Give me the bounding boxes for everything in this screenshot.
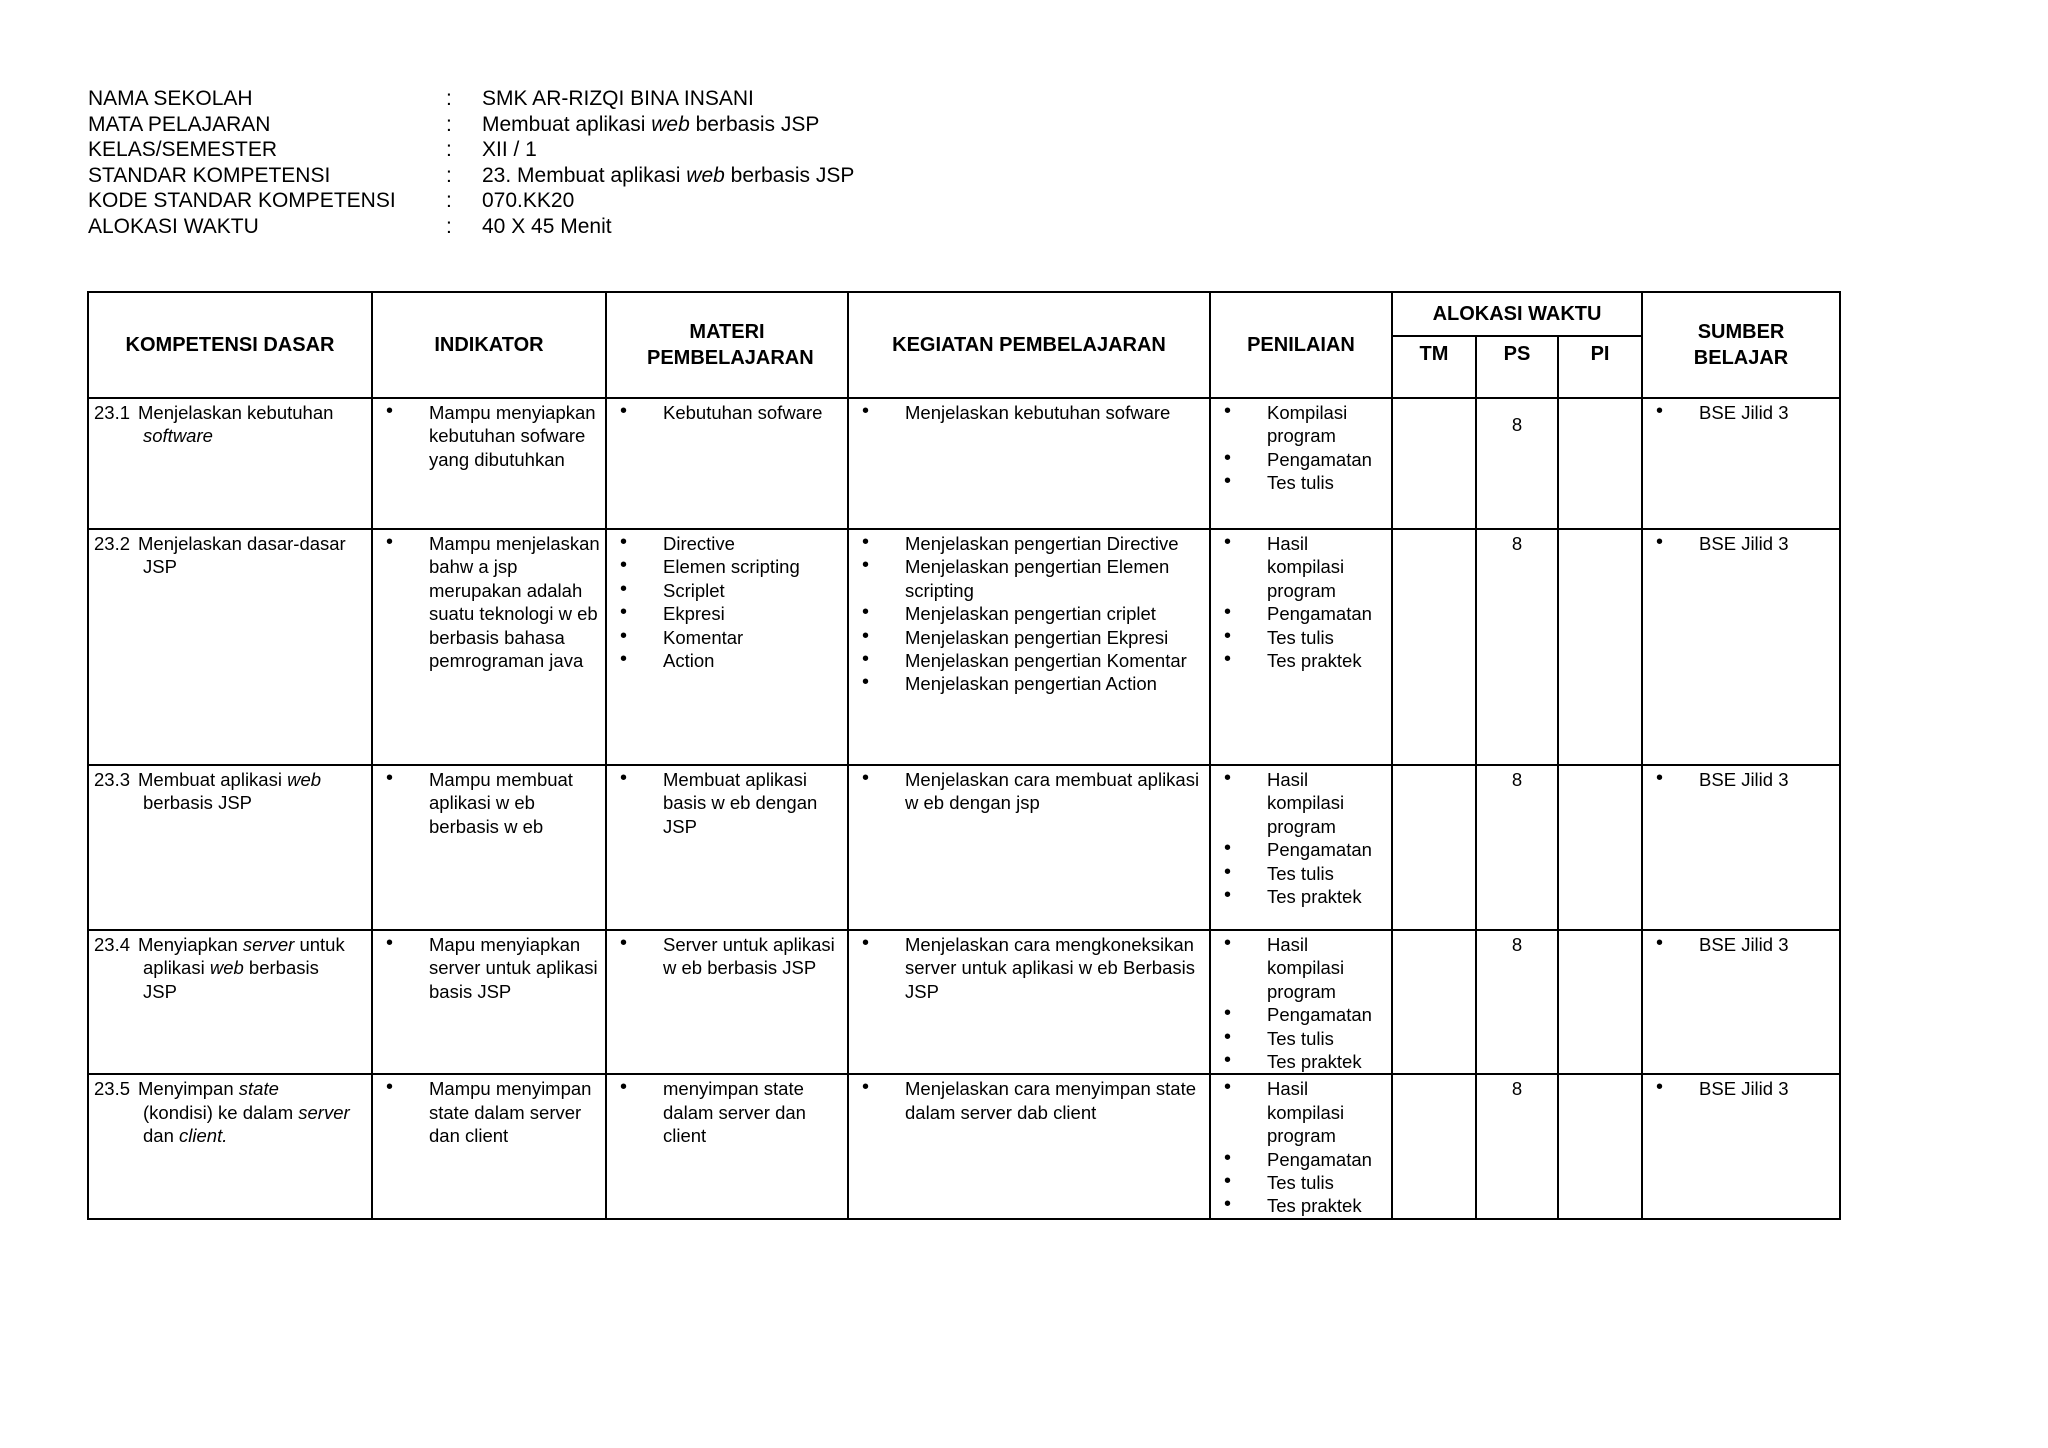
table-row <box>88 765 1840 930</box>
header-label: NAMA SEKOLAH <box>88 87 253 110</box>
header-kegiatan: KEGIATAN PEMBELAJARAN <box>848 292 1210 398</box>
kd-text: Menyiapkan <box>138 934 243 955</box>
header-value-text: Membuat aplikasi <box>482 112 652 136</box>
kd-text: Membuat aplikasi <box>138 769 288 790</box>
kd-text: berbasis <box>243 957 319 979</box>
kd-text-em: state <box>238 1078 279 1100</box>
kd-text: untuk <box>294 934 345 955</box>
list-item: • Mampu menjelaskan bahw a jsp merupakan adalah suatu teknologi w eb berbasis bahasa pemrograman java <box>373 532 605 672</box>
header-label: MATA PELAJARAN <box>88 112 271 136</box>
header-row-nama-sekolah <box>88 86 854 112</box>
list-item: • Mampu menyiapkan kebutuhan sofware yang dibutuhkan <box>373 401 605 471</box>
header-colon: : <box>446 112 452 136</box>
pi-cell <box>1558 529 1642 765</box>
ps-cell: 8 <box>1476 930 1558 1074</box>
penilaian-cell <box>1210 1074 1392 1218</box>
pi-cell <box>1558 398 1642 529</box>
sumber-cell <box>1642 1074 1840 1218</box>
header-colon: : <box>446 163 452 187</box>
sumber-cell <box>1642 930 1840 1074</box>
list-item: • Menjelaskan cara mengkoneksikan server untuk aplikasi w eb Berbasis JSP <box>849 933 1209 1003</box>
list-item: • BSE Jilid 3 <box>1643 1077 1839 1100</box>
kd-number: 23.5 <box>94 1078 131 1100</box>
list-item: • Pengamatan <box>1211 602 1391 625</box>
tm-cell <box>1392 1074 1476 1218</box>
list-item: • Pengamatan <box>1211 448 1391 471</box>
kd-text: Menjelaskan kebutuhan <box>138 402 334 423</box>
list-item: • Mampu menyimpan state dalam server dan client <box>373 1077 605 1147</box>
kd-text: aplikasi <box>143 957 210 979</box>
header-value-text: berbasis JSP <box>724 163 855 187</box>
header-colon: : <box>446 189 452 212</box>
kd-text-em: web <box>209 957 244 979</box>
kompetensi-dasar-cell <box>88 529 372 765</box>
indikator-cell <box>372 1074 606 1218</box>
sumber-cell <box>1642 765 1840 930</box>
kd-text-em: server <box>242 934 295 955</box>
kompetensi-dasar-cell <box>88 1074 372 1218</box>
list-item: • Server untuk aplikasi w eb berbasis JSP <box>607 933 847 980</box>
kegiatan-cell <box>848 529 1210 765</box>
list-item: • Elemen scripting <box>607 555 847 578</box>
list-item: • menyimpan state dalam server dan client <box>607 1077 847 1147</box>
list-item: • Menjelaskan pengertian criplet <box>849 602 1209 625</box>
indikator-cell <box>372 930 606 1074</box>
list-item: • Ekpresi <box>607 602 847 625</box>
materi-cell <box>606 930 848 1074</box>
tm-cell <box>1392 765 1476 930</box>
header-row-kode-standar <box>88 188 854 214</box>
header-alokasi-waktu: ALOKASI WAKTU <box>1392 292 1642 336</box>
kd-text: Menjelaskan dasar-dasar <box>138 533 346 554</box>
kompetensi-dasar-cell <box>88 398 372 529</box>
materi-cell <box>606 398 848 529</box>
sumber-cell <box>1642 398 1840 529</box>
silabus-table <box>87 291 1841 1220</box>
list-item: • Tes tulis <box>1211 1027 1391 1050</box>
pi-cell <box>1558 930 1642 1074</box>
kd-text-em: server <box>298 1101 350 1123</box>
header-label: KODE STANDAR KOMPETENSI <box>88 189 396 212</box>
kd-text: JSP <box>143 556 177 578</box>
tm-cell <box>1392 398 1476 529</box>
header-colon: : <box>446 214 452 238</box>
pi-cell <box>1558 1074 1642 1218</box>
materi-cell <box>606 765 848 930</box>
list-item: • Hasil kompilasi program <box>1211 768 1391 838</box>
header-sumber-belajar: SUMBER BELAJAR <box>1642 292 1840 398</box>
list-item: • BSE Jilid 3 <box>1643 532 1839 555</box>
list-item: • Hasil kompilasi program <box>1211 933 1391 1003</box>
ps-cell: 8 <box>1476 398 1558 529</box>
materi-cell <box>606 529 848 765</box>
list-item: • Pengamatan <box>1211 838 1391 861</box>
list-item: • Directive <box>607 532 847 555</box>
list-item: • Menjelaskan pengertian Directive <box>849 532 1209 555</box>
header-value: 40 X 45 Menit <box>482 214 612 238</box>
kd-text-em: web <box>287 769 322 790</box>
list-item: • Komentar <box>607 626 847 649</box>
list-item: • Mapu menyiapkan server untuk aplikasi basis JSP <box>373 933 605 1003</box>
list-item: • Membuat aplikasi basis w eb dengan JSP <box>607 768 847 838</box>
header-row-standar-kompetensi <box>88 163 854 189</box>
header-colon: : <box>446 87 452 110</box>
ps-cell: 8 <box>1476 1074 1558 1218</box>
list-item: • Menjelaskan pengertian Ekpresi <box>849 626 1209 649</box>
header-label: STANDAR KOMPETENSI <box>88 163 331 187</box>
indikator-cell <box>372 765 606 930</box>
header-row-mata-pelajaran <box>88 112 854 138</box>
kd-number: 23.1 <box>94 402 131 423</box>
list-item: • Menjelaskan kebutuhan sofware <box>849 401 1209 424</box>
kegiatan-cell <box>848 398 1210 529</box>
kd-number: 23.4 <box>94 934 131 955</box>
list-item: • Menjelaskan cara menyimpan state dalam server dab client <box>849 1077 1209 1124</box>
ps-cell: 8 <box>1476 529 1558 765</box>
header-value-text: 23. Membuat aplikasi <box>482 163 687 187</box>
list-item: • Tes praktek <box>1211 885 1391 908</box>
list-item: • Kebutuhan sofware <box>607 401 847 424</box>
materi-cell <box>606 1074 848 1218</box>
header-colon: : <box>446 138 452 161</box>
header-value-text: berbasis JSP <box>689 112 820 136</box>
header-penilaian: PENILAIAN <box>1210 292 1392 398</box>
list-item: • Menjelaskan pengertian Elemen scripting <box>849 555 1209 602</box>
kd-text: berbasis JSP <box>143 792 252 814</box>
list-item: • Tes tulis <box>1211 471 1391 494</box>
header-pi: PI <box>1558 336 1642 398</box>
kd-text: Menyimpan <box>138 1078 239 1100</box>
kd-text: JSP <box>143 980 177 1002</box>
list-item: • Menjelaskan cara membuat aplikasi w eb dengan jsp <box>849 768 1209 815</box>
header-value: 070.KK20 <box>482 189 575 212</box>
list-item: • Hasil kompilasi program <box>1211 1077 1391 1147</box>
indikator-cell <box>372 529 606 765</box>
kd-text: (kondisi) ke dalam <box>143 1101 299 1123</box>
kegiatan-cell <box>848 1074 1210 1218</box>
table-row <box>88 398 1840 529</box>
kompetensi-dasar-cell <box>88 765 372 930</box>
header-value: XII / 1 <box>482 138 537 161</box>
penilaian-cell <box>1210 765 1392 930</box>
penilaian-cell <box>1210 930 1392 1074</box>
list-item: • Menjelaskan pengertian Action <box>849 672 1209 695</box>
penilaian-cell <box>1210 529 1392 765</box>
header-row-alokasi-waktu <box>88 214 854 240</box>
header-row-kelas-semester <box>88 137 854 163</box>
ps-cell: 8 <box>1476 765 1558 930</box>
kd-number: 23.2 <box>94 533 131 554</box>
list-item: • Tes tulis <box>1211 626 1391 649</box>
header-value <box>482 163 854 189</box>
header-indikator: INDIKATOR <box>372 292 606 398</box>
list-item: • Tes praktek <box>1211 1050 1391 1073</box>
header-value <box>482 112 819 138</box>
list-item: • Kompilasi program <box>1211 401 1391 448</box>
list-item: • Tes tulis <box>1211 862 1391 885</box>
header-tm: TM <box>1392 336 1476 398</box>
list-item: • Tes praktek <box>1211 1194 1391 1217</box>
table-row <box>88 930 1840 1074</box>
tm-cell <box>1392 930 1476 1074</box>
list-item: • Mampu membuat aplikasi w eb berbasis w eb <box>373 768 605 838</box>
kd-text: dan <box>143 1125 180 1147</box>
list-item: • Hasil kompilasi program <box>1211 532 1391 602</box>
kegiatan-cell <box>848 930 1210 1074</box>
list-item: • Tes tulis <box>1211 1171 1391 1194</box>
list-item: • Menjelaskan pengertian Komentar <box>849 649 1209 672</box>
header-kompetensi-dasar: KOMPETENSI DASAR <box>88 292 372 398</box>
list-item: • Scriplet <box>607 579 847 602</box>
kd-text-em: software <box>143 425 213 447</box>
kompetensi-dasar-cell <box>88 930 372 1074</box>
kegiatan-cell <box>848 765 1210 930</box>
list-item: • BSE Jilid 3 <box>1643 933 1839 956</box>
tm-cell <box>1392 529 1476 765</box>
header-label: KELAS/SEMESTER <box>88 138 278 161</box>
pi-cell <box>1558 765 1642 930</box>
kd-number: 23.3 <box>94 769 131 790</box>
header-label: ALOKASI WAKTU <box>88 214 259 238</box>
list-item: • Pengamatan <box>1211 1148 1391 1171</box>
list-item: • Pengamatan <box>1211 1003 1391 1026</box>
document-header <box>88 86 854 239</box>
penilaian-cell <box>1210 398 1392 529</box>
list-item: • Tes praktek <box>1211 649 1391 672</box>
kd-text-em: client. <box>179 1125 228 1147</box>
header-materi: MATERI PEMBELAJARAN <box>606 292 848 398</box>
header-value-em: web <box>686 163 725 187</box>
list-item: • BSE Jilid 3 <box>1643 768 1839 791</box>
indikator-cell <box>372 398 606 529</box>
list-item: • Action <box>607 649 847 672</box>
table-row <box>88 1074 1840 1218</box>
header-ps: PS <box>1476 336 1558 398</box>
header-value: SMK AR-RIZQI BINA INSANI <box>482 87 754 110</box>
list-item: • BSE Jilid 3 <box>1643 401 1839 424</box>
header-value-em: web <box>651 112 690 136</box>
sumber-cell <box>1642 529 1840 765</box>
table-row <box>88 529 1840 765</box>
